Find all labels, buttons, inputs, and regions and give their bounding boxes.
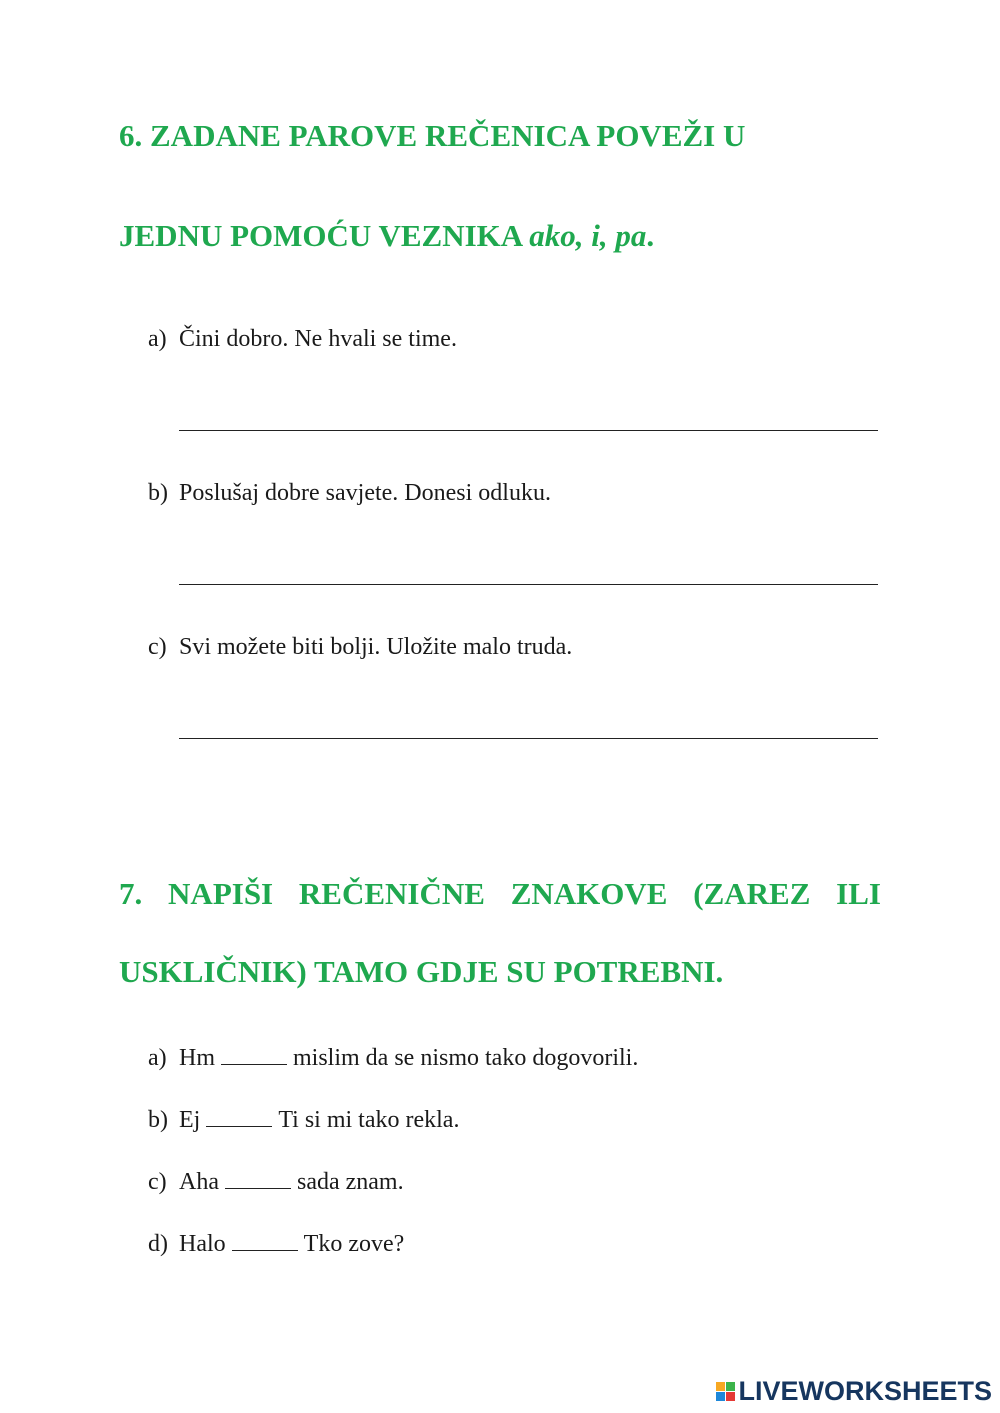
logo-square-2 <box>726 1382 735 1391</box>
logo-grid-icon <box>716 1382 735 1401</box>
section-6-item-b <box>148 480 551 507</box>
item-before: Aha <box>179 1169 219 1195</box>
item-marker: b) <box>148 480 168 506</box>
item-text: Čini dobro. Ne hvali se time. <box>179 326 457 352</box>
item-before: Halo <box>179 1231 226 1257</box>
section-6-item-c <box>148 634 572 661</box>
punctuation-blank[interactable] <box>221 1046 287 1065</box>
heading-suffix: . <box>646 218 655 253</box>
item-marker: a) <box>148 1045 167 1071</box>
item-marker: b) <box>148 1107 168 1133</box>
item-marker: d) <box>148 1231 168 1257</box>
section-7-item-d <box>148 1231 404 1258</box>
item-after: Ti si mi tako rekla. <box>278 1107 460 1133</box>
heading-conjunctions: ako, i, pa <box>529 218 647 253</box>
logo-square-4 <box>726 1392 735 1401</box>
section-7-heading-line-1: 7. NAPIŠI REČENIČNE ZNAKOVE (ZAREZ ILI <box>119 876 881 911</box>
section-6-heading-line-1: 6. ZADANE PAROVE REČENICA POVEŽI U <box>119 118 746 153</box>
logo-square-3 <box>716 1392 725 1401</box>
item-marker: a) <box>148 326 167 352</box>
answer-line-c[interactable] <box>179 738 878 739</box>
item-before: Ej <box>179 1107 201 1133</box>
heading-prefix: JEDNU POMOĆU VEZNIKA <box>119 218 530 253</box>
punctuation-blank[interactable] <box>232 1232 298 1251</box>
item-text: Svi možete biti bolji. Uložite malo truda. <box>179 634 573 660</box>
answer-line-a[interactable] <box>179 430 878 431</box>
answer-line-b[interactable] <box>179 584 878 585</box>
item-text: Poslušaj dobre savjete. Donesi odluku. <box>179 480 551 506</box>
item-before: Hm <box>179 1045 215 1071</box>
section-6-item-a <box>148 326 457 353</box>
item-after: sada znam. <box>296 1169 404 1195</box>
logo-square-1 <box>716 1382 725 1391</box>
item-marker: c) <box>148 634 167 660</box>
logo-text: LIVEWORKSHEETS <box>738 1376 992 1406</box>
punctuation-blank[interactable] <box>206 1108 272 1127</box>
liveworksheets-logo[interactable] <box>716 1376 992 1407</box>
section-6-heading-line-2 <box>119 218 881 254</box>
section-7-item-b <box>148 1107 459 1134</box>
item-after: mislim da se nismo tako dogovorili. <box>293 1045 639 1071</box>
item-after: Tko zove? <box>303 1231 405 1257</box>
section-7-heading-line-2: USKLIČNIK) TAMO GDJE SU POTREBNI. <box>119 954 724 989</box>
section-7-item-c <box>148 1169 404 1196</box>
section-7-item-a <box>148 1045 638 1072</box>
punctuation-blank[interactable] <box>225 1170 291 1189</box>
item-marker: c) <box>148 1169 167 1195</box>
